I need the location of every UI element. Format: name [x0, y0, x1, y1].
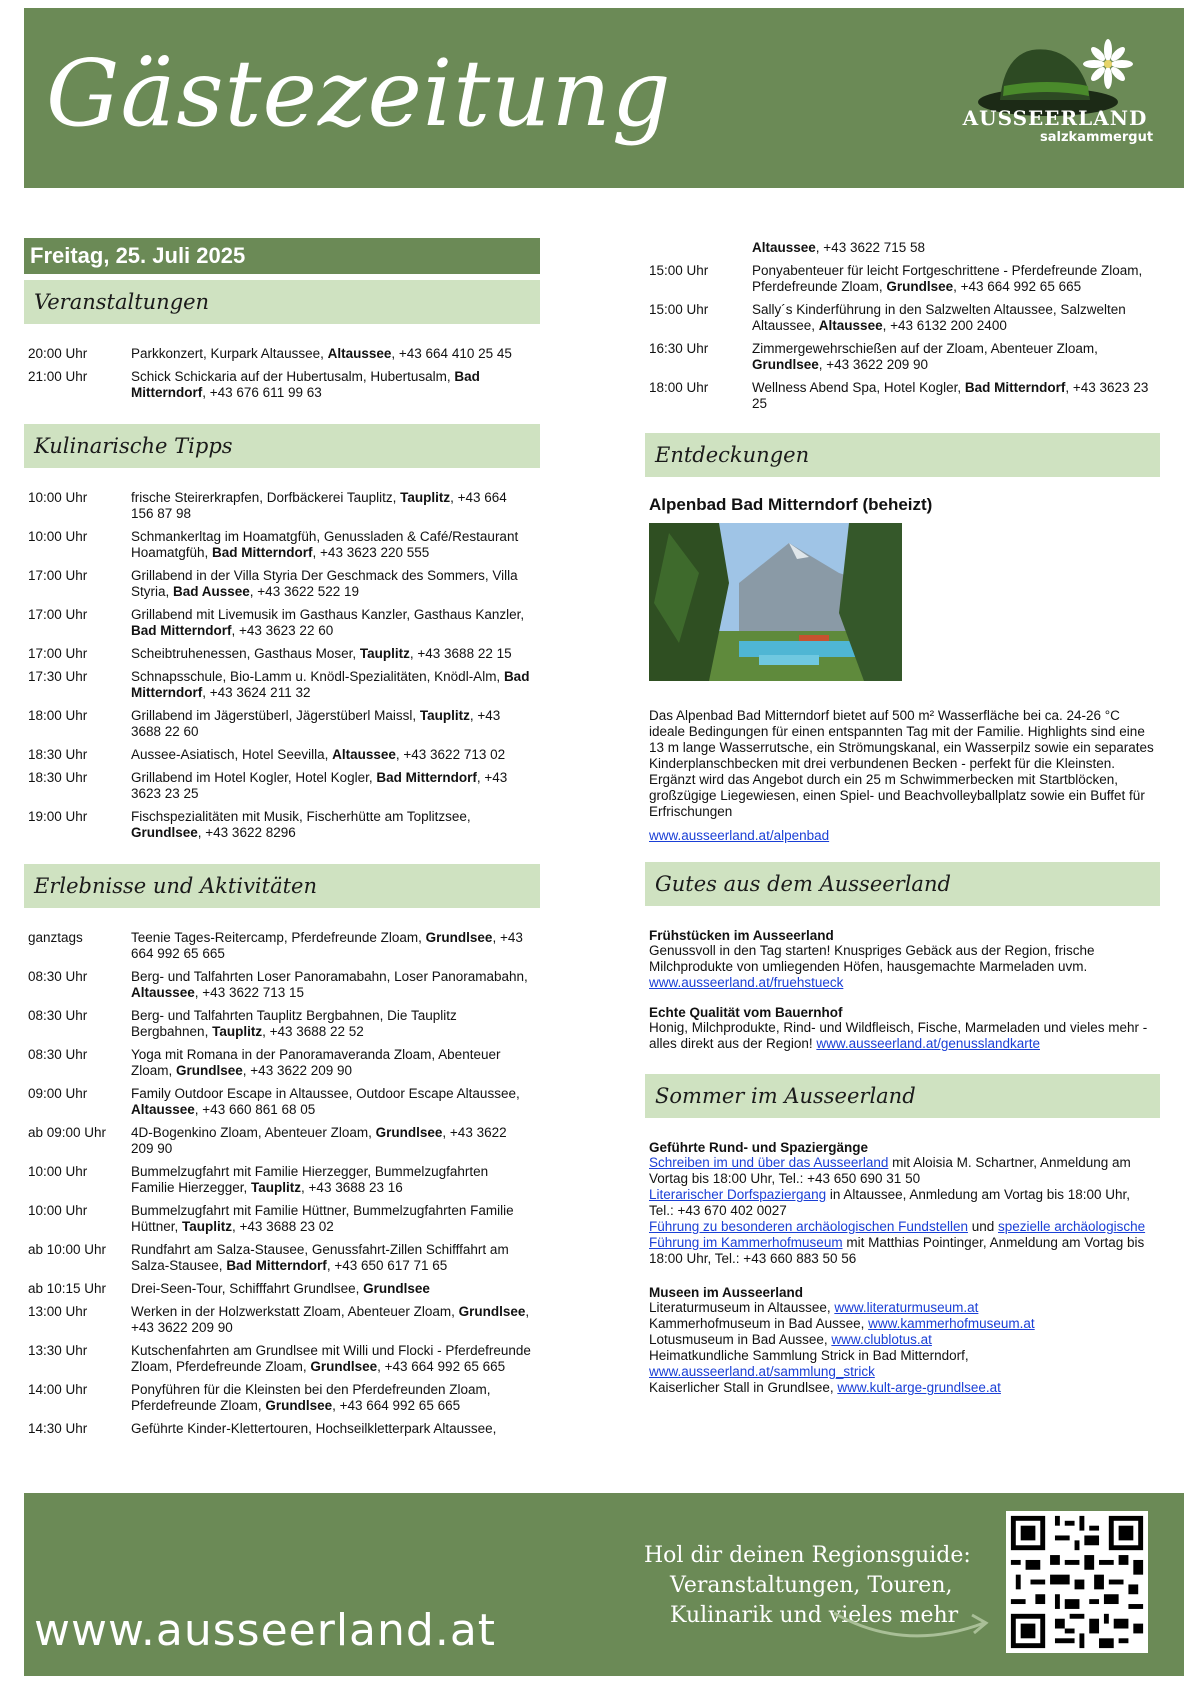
event-time: 14:30 Uhr: [28, 1421, 88, 1436]
event-row: [24, 369, 540, 401]
event-row: [24, 1203, 540, 1235]
event-time: 09:00 Uhr: [28, 1086, 88, 1101]
event-time: 15:00 Uhr: [649, 302, 709, 317]
event-description: Werken in der Holzwerkstatt Zloam, Abenteuer Zloam, Grundlsee, +43 3622 209 90: [131, 1304, 530, 1335]
event-row: [24, 708, 540, 740]
event-row: [24, 1421, 540, 1437]
event-row: [24, 1008, 540, 1040]
left-column: [24, 238, 540, 1454]
kammerhof-fuehrung-link[interactable]: spezielle archäologische Führung im Kammerhofmuseum: [649, 1219, 1146, 1250]
section-heading-veranstaltungen: Veranstaltungen: [24, 280, 540, 324]
event-description: Bummelzugfahrt mit Familie Hüttner, Bummelzugfahrten Familie Hüttner, Tauplitz, +43 3688 23 02: [131, 1203, 514, 1234]
event-location: Tauplitz: [400, 490, 451, 505]
event-row: [645, 341, 1160, 373]
event-time: 18:30 Uhr: [28, 770, 88, 785]
bauernhof-title: Echte Qualität vom Bauernhof: [649, 1005, 843, 1020]
event-row: [24, 1304, 540, 1336]
event-time: 17:00 Uhr: [28, 646, 88, 661]
event-time: 16:30 Uhr: [649, 341, 709, 356]
footer-guide-text: Hol dir deinen Regionsguide: Veranstaltungen, Touren, Kulinarik und vieles mehr: [644, 1543, 971, 1628]
genusslandkarte-link[interactable]: www.ausseerland.at/genusslandkarte: [816, 1036, 1040, 1051]
section-heading-kulinarisch: Kulinarische Tipps: [24, 424, 540, 468]
event-description: Aussee-Asiatisch, Hotel Seevilla, Altaussee, +43 3622 713 02: [131, 747, 506, 762]
logo-subtitle: salzkammergut: [1040, 130, 1154, 145]
event-time: 10:00 Uhr: [28, 1164, 88, 1179]
event-description: Grillabend in der Villa Styria Der Geschmack des Sommers, Villa Styria, Bad Aussee, +43 3622 522 19: [131, 568, 518, 599]
event-location: Altaussee: [327, 346, 392, 361]
event-description: Schnapsschule, Bio-Lamm u. Knödl-Spezialitäten, Knödl-Alm, Bad Mitterndorf, +43 3624 211 32: [131, 669, 530, 700]
event-location: Grundlsee: [425, 930, 493, 945]
event-row: [24, 646, 540, 662]
alpenbad-photo: [649, 523, 902, 681]
event-location: Bad Mitterndorf: [131, 669, 530, 700]
event-location: Altaussee: [818, 318, 883, 333]
event-description: Drei-Seen-Tour, Schifffahrt Grundlsee, Grundlsee: [131, 1281, 430, 1296]
section-heading-erlebnisse: Erlebnisse und Aktivitäten: [24, 864, 540, 908]
event-row: [24, 346, 540, 362]
date-bar: Freitag, 25. Juli 2025: [24, 238, 540, 274]
event-time: 10:00 Uhr: [28, 529, 88, 544]
event-row: [645, 263, 1160, 295]
event-location: Grundlsee: [886, 279, 954, 294]
spaziergaenge-text: Schreiben im und über das Ausseerland mit Aloisia M. Schartner, Anmeldung am Vortag bis 18:00 Uhr, Tel.: +43 650 690 31 50 Literarischer Dorfspaziergang in Altaussee, Anmledung am Vortag bis 18:00 Uhr, Tel.: +43 670 402 0027 Führung zu besonderen archäologischen Fundstellen und spezielle archäologische Führung im Kammerhofmuseum mit Matthias Pointinger, Anmeldung am Vortag bis 18:00 Uhr, Tel.: +43 660 883 50 56: [649, 1155, 1146, 1266]
event-location: Tauplitz: [419, 708, 470, 723]
event-location: Altaussee: [131, 985, 195, 1000]
event-row: [24, 1047, 540, 1079]
clublotus-link[interactable]: www.clublotus.at: [831, 1332, 932, 1347]
event-location: Altaussee: [752, 240, 816, 255]
schreiben-link[interactable]: Schreiben im und über das Ausseerland: [649, 1155, 889, 1170]
event-description: Schmankerltag im Hoamatgfüh, Genussladen & Café/Restaurant Hoamatgfüh, Bad Mitterndorf, +43 3623 220 555: [131, 529, 519, 560]
event-row: [24, 1125, 540, 1157]
event-location: Altaussee: [332, 747, 396, 762]
event-location: Grundlsee: [363, 1281, 430, 1296]
event-time: 08:30 Uhr: [28, 1047, 88, 1062]
event-row: [24, 490, 540, 522]
event-time: 13:30 Uhr: [28, 1343, 88, 1358]
event-time: ab 09:00 Uhr: [28, 1125, 107, 1140]
event-row: [645, 240, 1160, 256]
event-description: 4D-Bogenkino Zloam, Abenteuer Zloam, Grundlsee, +43 3622 209 90: [131, 1125, 507, 1156]
qr-code-icon[interactable]: [1006, 1511, 1148, 1653]
event-row: [24, 568, 540, 600]
event-row: [645, 380, 1160, 412]
footer-url[interactable]: www.ausseerland.at: [34, 1605, 497, 1656]
event-description: Fischspezialitäten mit Musik, Fischerhütte am Toplitzsee, Grundlsee, +43 3622 8296: [131, 809, 471, 840]
event-description: Ponyabenteuer für leicht Fortgeschrittene - Pferdefreunde Zloam, Pferdefreunde Zloam, Grundlsee, +43 664 992 65 665: [752, 263, 1143, 294]
section-heading-sommer: Sommer im Ausseerland: [645, 1074, 1160, 1118]
event-time: 08:30 Uhr: [28, 969, 88, 984]
event-description: Ponyführen für die Kleinsten bei den Pferdefreunden Zloam, Pferdefreunde Zloam, Grundlsee, +43 664 992 65 665: [131, 1382, 491, 1413]
event-description: Teenie Tages-Reitercamp, Pferdefreunde Zloam, Grundlsee, +43 664 992 65 665: [131, 930, 523, 961]
fruehstueck-title: Frühstücken im Ausseerland: [649, 928, 834, 943]
event-row: [24, 747, 540, 763]
event-time: 19:00 Uhr: [28, 809, 88, 824]
event-description: Bummelzugfahrt mit Familie Hierzegger, Bummelzugfahrten Familie Hierzegger, Tauplitz, +43 3688 23 16: [131, 1164, 489, 1195]
event-row: [24, 607, 540, 639]
event-time: 10:00 Uhr: [28, 1203, 88, 1218]
event-location: Bad Aussee: [173, 584, 250, 599]
fruehstueck-link[interactable]: www.ausseerland.at/fruehstueck: [649, 975, 844, 990]
event-description: Schick Schickaria auf der Hubertusalm, Hubertusalm, Bad Mitterndorf, +43 676 611 99 63: [131, 369, 480, 400]
event-row: [24, 770, 540, 802]
event-row: [24, 529, 540, 561]
event-location: Tauplitz: [212, 1024, 263, 1039]
event-time: 18:00 Uhr: [649, 380, 709, 395]
kammerhofmuseum-link[interactable]: www.kammerhofmuseum.at: [868, 1316, 1035, 1331]
event-row: [24, 1164, 540, 1196]
event-description: Kutschenfahrten am Grundlsee mit Willi und Flocki - Pferdefreunde Zloam, Pferdefreunde Zloam, Grundlsee, +43 664 992 65 665: [131, 1343, 531, 1374]
event-location: Grundlsee: [310, 1359, 378, 1374]
event-time: 13:00 Uhr: [28, 1304, 88, 1319]
museen-list: Literaturmuseum in Altaussee, www.literaturmuseum.at Kammerhofmuseum in Bad Aussee, www.kammerhofmuseum.at Lotusmuseum in Bad Aussee, www.clublotus.at Heimatkundliche Sammlung Strick in Bad Mitterndorf, www.ausseerland.at/sammlung_strick Kaiserlicher Stall in Grundlsee, www.kult-arge-grundlsee.at: [649, 1300, 1035, 1395]
event-time: ab 10:15 Uhr: [28, 1281, 107, 1296]
event-description: Sally´s Kinderführung in den Salzwelten Altaussee, Salzwelten Altaussee, Altaussee, +43 6132 200 2400: [752, 302, 1126, 333]
event-time: ab 10:00 Uhr: [28, 1242, 107, 1257]
right-column: [645, 236, 1160, 1410]
event-row: [24, 1343, 540, 1375]
event-location: Grundlsee: [458, 1304, 526, 1319]
event-location: Tauplitz: [359, 646, 410, 661]
literaturmuseum-link[interactable]: www.literaturmuseum.at: [834, 1300, 979, 1315]
event-location: Grundlsee: [375, 1125, 443, 1140]
event-row: [24, 930, 540, 962]
alpenbad-link[interactable]: www.ausseerland.at/alpenbad: [649, 828, 830, 843]
event-row: [24, 809, 540, 841]
event-location: Bad Mitterndorf: [964, 380, 1066, 395]
event-location: Altaussee: [131, 1102, 195, 1117]
discovery-text: Das Alpenbad Bad Mitterndorf bietet auf 500 m² Wasserfläche bei ca. 24-26 °C ideale Bedingungen für einen entspannten Tag mit der Familie. Highlights sind eine 13 m lange Wasserrutsche, ein Strömungskanal, ein Wasserpilz sowie ein separates Kinderplanschbecken mit drei verbundenen Becken - perfekt für die Kleinsten. Ergänzt wird das Angebot durch ein 25 m Schwimmerbecken mit Startblöcken, großzügige Liegewiesen, einen Spiel- und Beachvolleyballplatz sowie ein Buffet für Erfrischungen: [649, 708, 1154, 819]
event-location: Tauplitz: [251, 1180, 302, 1195]
event-time: 17:00 Uhr: [28, 568, 88, 583]
events-list-erlebnisse: [24, 908, 540, 1454]
event-time: 18:30 Uhr: [28, 747, 88, 762]
event-location: Bad Mitterndorf: [212, 545, 313, 560]
event-description: Geführte Kinder-Klettertouren, Hochseilkletterpark Altaussee,: [131, 1421, 497, 1436]
event-row: [24, 969, 540, 1001]
bauernhof-text: Honig, Milchprodukte, Rind- und Wildfleisch, Fische, Marmeladen und vieles mehr - alles direkt aus der Region! www.ausseerland.at/genusslandkarte: [649, 1020, 1148, 1051]
sammlung-strick-link[interactable]: www.ausseerland.at/sammlung_strick: [649, 1364, 875, 1379]
section-heading-gutes: Gutes aus dem Ausseerland: [645, 862, 1160, 906]
event-time: 21:00 Uhr: [28, 369, 88, 384]
kult-arge-link[interactable]: www.kult-arge-grundlsee.at: [837, 1380, 1001, 1395]
event-row: [24, 1382, 540, 1414]
event-description: Berg- und Talfahrten Loser Panoramabahn, Loser Panoramabahn, Altaussee, +43 3622 713 15: [131, 969, 528, 1000]
event-row: [24, 669, 540, 701]
event-description: Altaussee, +43 3622 715 58: [752, 240, 926, 255]
event-row: [645, 302, 1160, 334]
event-description: Grillabend im Jägerstüberl, Jägerstüberl Maissl, Tauplitz, +43 3688 22 60: [131, 708, 501, 739]
event-location: Bad Mitterndorf: [131, 623, 232, 638]
event-time: 15:00 Uhr: [649, 263, 709, 278]
footer-banner: [24, 1493, 1184, 1676]
event-description: Wellness Abend Spa, Hotel Kogler, Bad Mitterndorf, +43 3623 23 25: [752, 380, 1149, 411]
fundstellen-link[interactable]: Führung zu besonderen archäologischen Fundstellen: [649, 1219, 968, 1234]
dorfspaziergang-link[interactable]: Literarischer Dorfspaziergang: [649, 1187, 827, 1202]
event-time: 17:00 Uhr: [28, 607, 88, 622]
event-time: 20:00 Uhr: [28, 346, 88, 361]
event-time: ganztags: [28, 930, 83, 945]
event-location: Grundlsee: [265, 1398, 333, 1413]
events-list-continued: [645, 236, 1160, 429]
event-description: Zimmergewehrschießen auf der Zloam, Abenteuer Zloam, Grundlsee, +43 3622 209 90: [752, 341, 1098, 372]
spaziergaenge-title: Geführte Rund- und Spaziergänge: [649, 1140, 869, 1155]
arrow-icon: [824, 1593, 1004, 1653]
events-list-kulinarisch: [24, 468, 540, 858]
logo-text: AUSSEERLAND: [962, 106, 1148, 130]
events-list-veranstaltungen: [24, 324, 540, 418]
event-description: Grillabend mit Livemusik im Gasthaus Kanzler, Gasthaus Kanzler, Bad Mitterndorf, +43 3623 22 60: [131, 607, 525, 638]
event-description: Rundfahrt am Salza-Stausee, Genussfahrt-Zillen Schifffahrt am Salza-Stausee, Bad Mitterndorf, +43 650 617 71 65: [131, 1242, 509, 1273]
event-description: Family Outdoor Escape in Altaussee, Outdoor Escape Altaussee, Altaussee, +43 660 861 68 05: [131, 1086, 520, 1117]
event-time: 17:30 Uhr: [28, 669, 88, 684]
event-time: 10:00 Uhr: [28, 490, 88, 505]
event-location: Grundlsee: [131, 825, 198, 840]
event-location: Grundlsee: [176, 1063, 243, 1078]
event-location: Grundlsee: [752, 357, 819, 372]
fruehstueck-text: Genussvoll in den Tag starten! Knuspriges Gebäck aus der Region, frische Milchprodukte von umliegenden Höfen, hausgemachte Marmeladen uvm. www.ausseerland.at/fruehstueck: [649, 943, 1095, 990]
event-location: Tauplitz: [182, 1219, 233, 1234]
page-title: Gästezeitung: [46, 40, 672, 147]
event-location: Bad Mitterndorf: [226, 1258, 327, 1273]
museen-title: Museen im Ausseerland: [649, 1285, 804, 1300]
discovery-title: Alpenbad Bad Mitterndorf (beheizt): [649, 495, 933, 514]
event-time: 08:30 Uhr: [28, 1008, 88, 1023]
event-row: [24, 1242, 540, 1274]
event-description: Grillabend im Hotel Kogler, Hotel Kogler, Bad Mitterndorf, +43 3623 23 25: [131, 770, 508, 801]
event-description: Berg- und Talfahrten Tauplitz Bergbahnen, Die Tauplitz Bergbahnen, Tauplitz, +43 3688 22 52: [131, 1008, 457, 1039]
event-description: frische Steirerkrapfen, Dorfbäckerei Tauplitz, Tauplitz, +43 664 156 87 98: [131, 490, 507, 521]
section-heading-entdeckungen: Entdeckungen: [645, 433, 1160, 477]
event-time: 18:00 Uhr: [28, 708, 88, 723]
event-location: Bad Mitterndorf: [131, 369, 480, 400]
event-row: [24, 1086, 540, 1118]
event-description: Parkkonzert, Kurpark Altaussee, Altaussee, +43 664 410 25 45: [131, 346, 512, 361]
event-time: 14:00 Uhr: [28, 1382, 88, 1397]
event-description: Scheibtruhenessen, Gasthaus Moser, Tauplitz, +43 3688 22 15: [131, 646, 512, 661]
event-description: Yoga mit Romana in der Panoramaveranda Zloam, Abenteuer Zloam, Grundlsee, +43 3622 209 90: [131, 1047, 501, 1078]
event-row: [24, 1281, 540, 1297]
event-location: Bad Mitterndorf: [376, 770, 477, 785]
event-time: [645, 240, 752, 256]
